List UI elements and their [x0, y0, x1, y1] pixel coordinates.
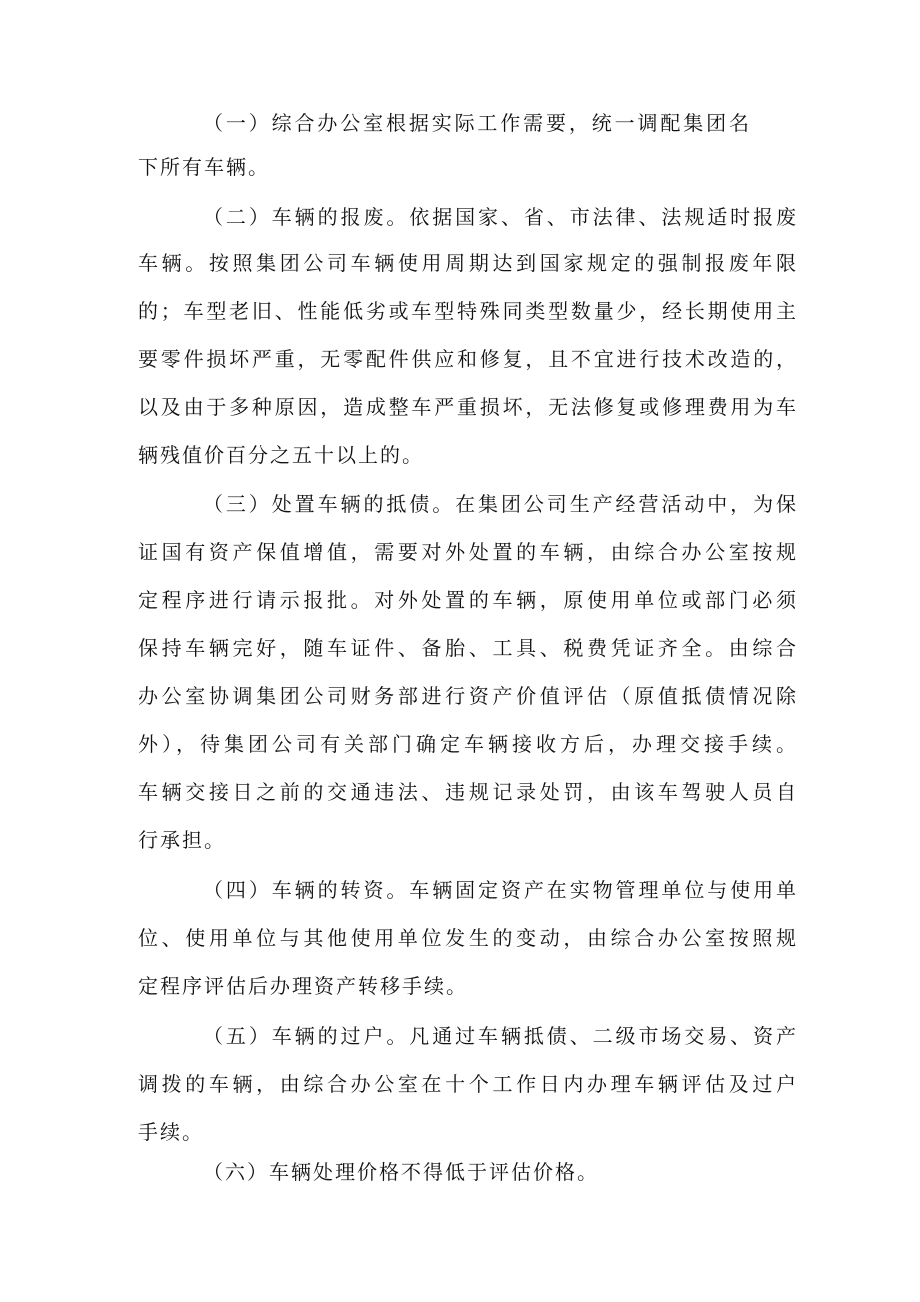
para-3-line-4: 保持车辆完好，随车证件、备胎、工具、税费凭证齐全。由综合: [138, 636, 798, 660]
para-2-line-1: （二）车辆的报废。依据国家、省、市法律、法规适时报废: [203, 205, 798, 229]
para-3-line-6: 外），待集团公司有关部门确定车辆接收方后，办理交接手续。: [138, 732, 798, 756]
para-3-line-7: 车辆交接日之前的交通违法、违规记录处罚，由该车驾驶人员自: [138, 780, 798, 804]
para-2-line-3: 的；车型老旧、性能低劣或车型特殊同类型数量少，经长期使用主: [138, 299, 798, 323]
para-1-line-1: （一）综合办公室根据实际工作需要，统一调配集团名: [203, 111, 751, 135]
para-3-line-8: 行承担。: [138, 828, 226, 852]
para-6-line-1: （六）车辆处理价格不得低于评估价格。: [203, 1160, 599, 1184]
para-2-line-5: 以及由于多种原因，造成整车严重损坏，无法修复或修理费用为车: [138, 395, 798, 419]
para-2-line-2: 车辆。按照集团公司车辆使用周期达到国家规定的强制报废年限: [138, 251, 798, 275]
para-1-line-2: 下所有车辆。: [138, 155, 270, 179]
para-3-line-3: 定程序进行请示报批。对外处置的车辆，原使用单位或部门必须: [138, 588, 798, 612]
para-3-line-5: 办公室协调集团公司财务部进行资产价值评估（原值抵债情况除: [138, 684, 798, 708]
para-4-line-1: （四）车辆的转资。车辆固定资产在实物管理单位与使用单: [203, 878, 798, 902]
para-3-line-2: 证国有资产保值增值，需要对外处置的车辆，由综合办公室按规: [138, 540, 798, 564]
para-4-line-3: 定程序评估后办理资产转移手续。: [138, 974, 468, 998]
para-5-line-2: 调拨的车辆，由综合办公室在十个工作日内办理车辆评估及过户: [138, 1072, 798, 1096]
para-2-line-4: 要零件损坏严重，无零配件供应和修复，且不宜进行技术改造的，: [138, 347, 798, 371]
para-2-line-6: 辆残值价百分之五十以上的。: [138, 443, 424, 467]
para-4-line-2: 位、使用单位与其他使用单位发生的变动，由综合办公室按照规: [138, 926, 798, 950]
para-3-line-1: （三）处置车辆的抵债。在集团公司生产经营活动中，为保: [203, 492, 798, 516]
para-5-line-1: （五）车辆的过户。凡通过车辆抵债、二级市场交易、资产: [203, 1024, 798, 1048]
para-5-line-3: 手续。: [138, 1120, 204, 1144]
